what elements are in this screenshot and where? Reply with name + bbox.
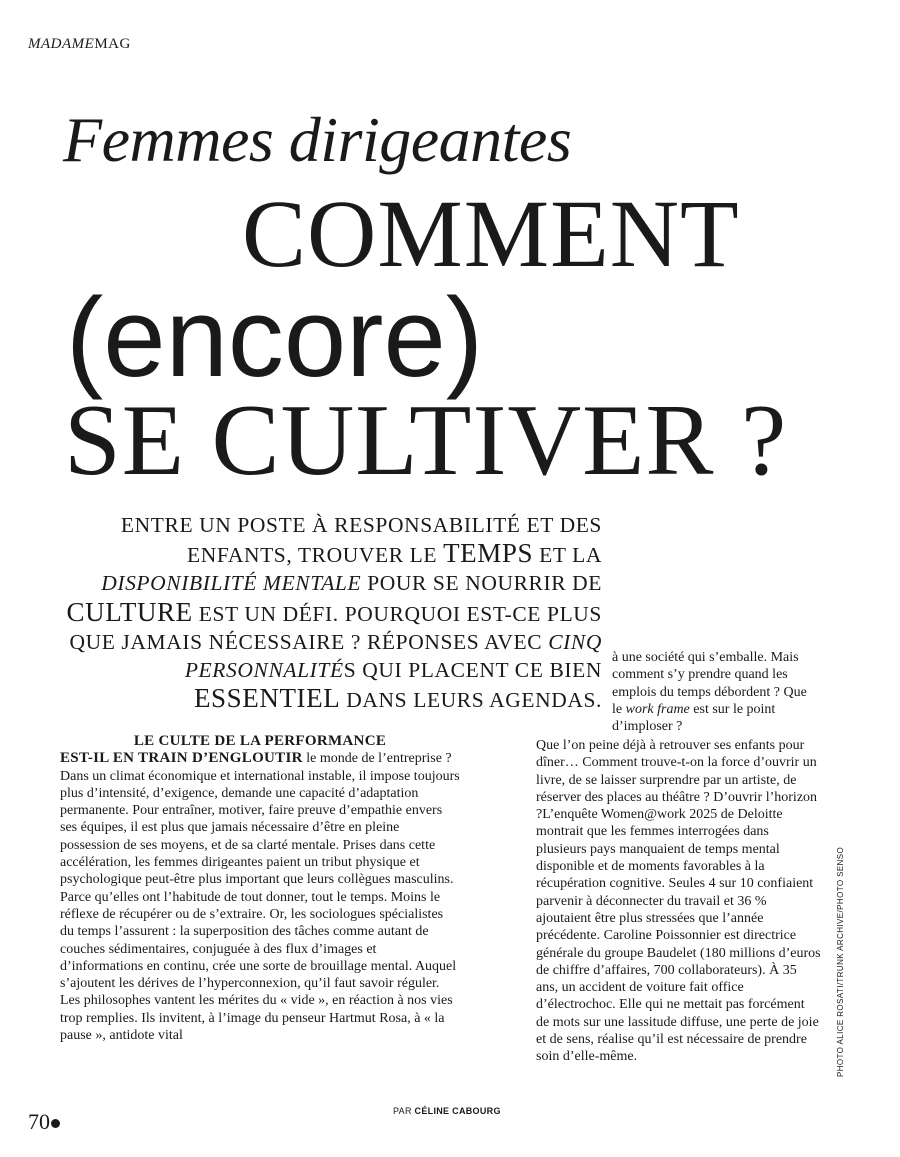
body-text: à une société qui s’emballe. Mais comment s’y prendre quand les emplois du temps débordent ? Que le — [612, 650, 807, 717]
standfirst-text: DANS LEURS AGENDAS. — [340, 688, 602, 713]
magazine-label-italic: MADAME — [28, 36, 95, 52]
body-text: le monde de l’entreprise ? Dans un climat économique et international instable, il impose toujours plus d’intensité, d’exigence, demande une capacité d’adaptation permanente. Pour entraîner, motiver, faire preuve d’empathie envers ses équipes, il est plus que jamais nécessaire d’être en pleine possession de ses moyens, et de sa clarté mentale. Prises dans cette accélération, les femmes dirigeantes paient un tribut physique et psychologique peut-être plus important que leurs collègues masculins. Parce qu’elles ont l’habitude de tout donner, tout le temps. Moins le réflexe de récupérer ou de s’extraire. Or, les sociologues spécialistes du temps l’assurent : la superposition des tâches comme autant de couches sédimentaires, conjuguée à des flux d’images et d’informations en continu, crée une sorte de brouillage mental. Auquel s’ajoutent les dérives de l’hyperconnexion, qu’il faut savoir réguler. Les philosophes vantent les mérites du « vide », en réaction à nos vies trop remplies. Ils invitent, à l’image du penseur Hartmut Rosa, à « la pause », antidote vital — [60, 751, 460, 1044]
standfirst-text: S QUI PLACENT CE BIEN — [343, 658, 602, 683]
standfirst-emphasis: CULTURE — [66, 596, 193, 627]
section-kicker-continued: EST-IL EN TRAIN D’ENGLOUTIR — [60, 750, 303, 767]
title-script-line: Femmes dirigeantes — [63, 104, 572, 175]
standfirst-text: POUR SE NOURRIR DE — [361, 571, 602, 596]
page-number-text: 70 — [28, 1109, 50, 1134]
magazine-label-rest: MAG — [94, 36, 131, 52]
standfirst-emphasis: ESSENTIEL — [193, 683, 341, 714]
standfirst-emphasis: TEMPS — [443, 538, 534, 569]
body-paragraph: Que l’on peine déjà à retrouver ses enfants pour dîner… Comment trouve-t-on la force d’ouvrir un livre, de se laisser surprendre par un artiste, de réserver des places au théâtre ? D’ouvrir l’horizon ?L’enquête Women@work 2025 de Deloitte montrait que les femmes interrogées dans plusieurs pays manquaient de temps mental disponible et de moments favorables à la récupération cognitive. Seules 4 sur 10 confiaient parvenir à déconnecter du travail et 36 % ajoutaient être plus stressées que l’année précédente. Caroline Poissonnier est directrice générale du groupe Baudelet (180 millions d’euros de chiffre d’affaires, 700 collaborateurs). À 35 ans, un accident de voiture fait office d’électrochoc. Elle qui ne mettait pas forcément de mots sur une lassitude diffuse, une perte de joie et de sens, réalise qu’il est nécessaire de prendre soin d’elle-même. — [536, 738, 821, 1065]
body-column-right — [536, 737, 821, 1066]
page-dot-icon — [51, 1119, 60, 1128]
body-column-left — [60, 733, 460, 1044]
standfirst-text: ENTRE UN POSTE À RESPONSABILITÉ ET DES ENFANTS, TROUVER LE — [120, 513, 602, 568]
body-paragraph — [612, 649, 820, 735]
magazine-label — [28, 36, 131, 53]
byline-author: CÉLINE CABOURG — [414, 1106, 501, 1116]
standfirst — [60, 511, 602, 714]
section-kicker: LE CULTE DE LA PERFORMANCE — [133, 733, 387, 749]
byline-prefix: PAR — [393, 1106, 415, 1116]
photo-credit: PHOTO ALICE ROSATI/TRUNK ARCHIVE/PHOTO SENSO — [836, 846, 845, 1077]
body-paragraph — [60, 750, 460, 1044]
standfirst-text: EST UN DÉFI. POURQUOI EST-CE PLUS QUE JAMAIS NÉCESSAIRE ? RÉPONSES AVEC — [69, 601, 602, 654]
byline — [393, 1106, 501, 1116]
body-column-right-inset — [612, 649, 820, 735]
standfirst-italic: DISPONIBILITÉ MENTALE — [101, 571, 362, 596]
body-text: est sur le point d’imploser ? — [612, 701, 776, 735]
standfirst-text: ET LA — [533, 543, 602, 568]
page-number — [28, 1109, 60, 1135]
title-line-2: (encore) — [66, 275, 484, 400]
title-line-3: SE CULTIVER ? — [64, 384, 788, 497]
body-italic: work frame — [625, 701, 690, 717]
standfirst-italic: CINQ PERSONNALITÉ — [184, 629, 602, 683]
title-line-1: COMMENT — [242, 180, 740, 287]
